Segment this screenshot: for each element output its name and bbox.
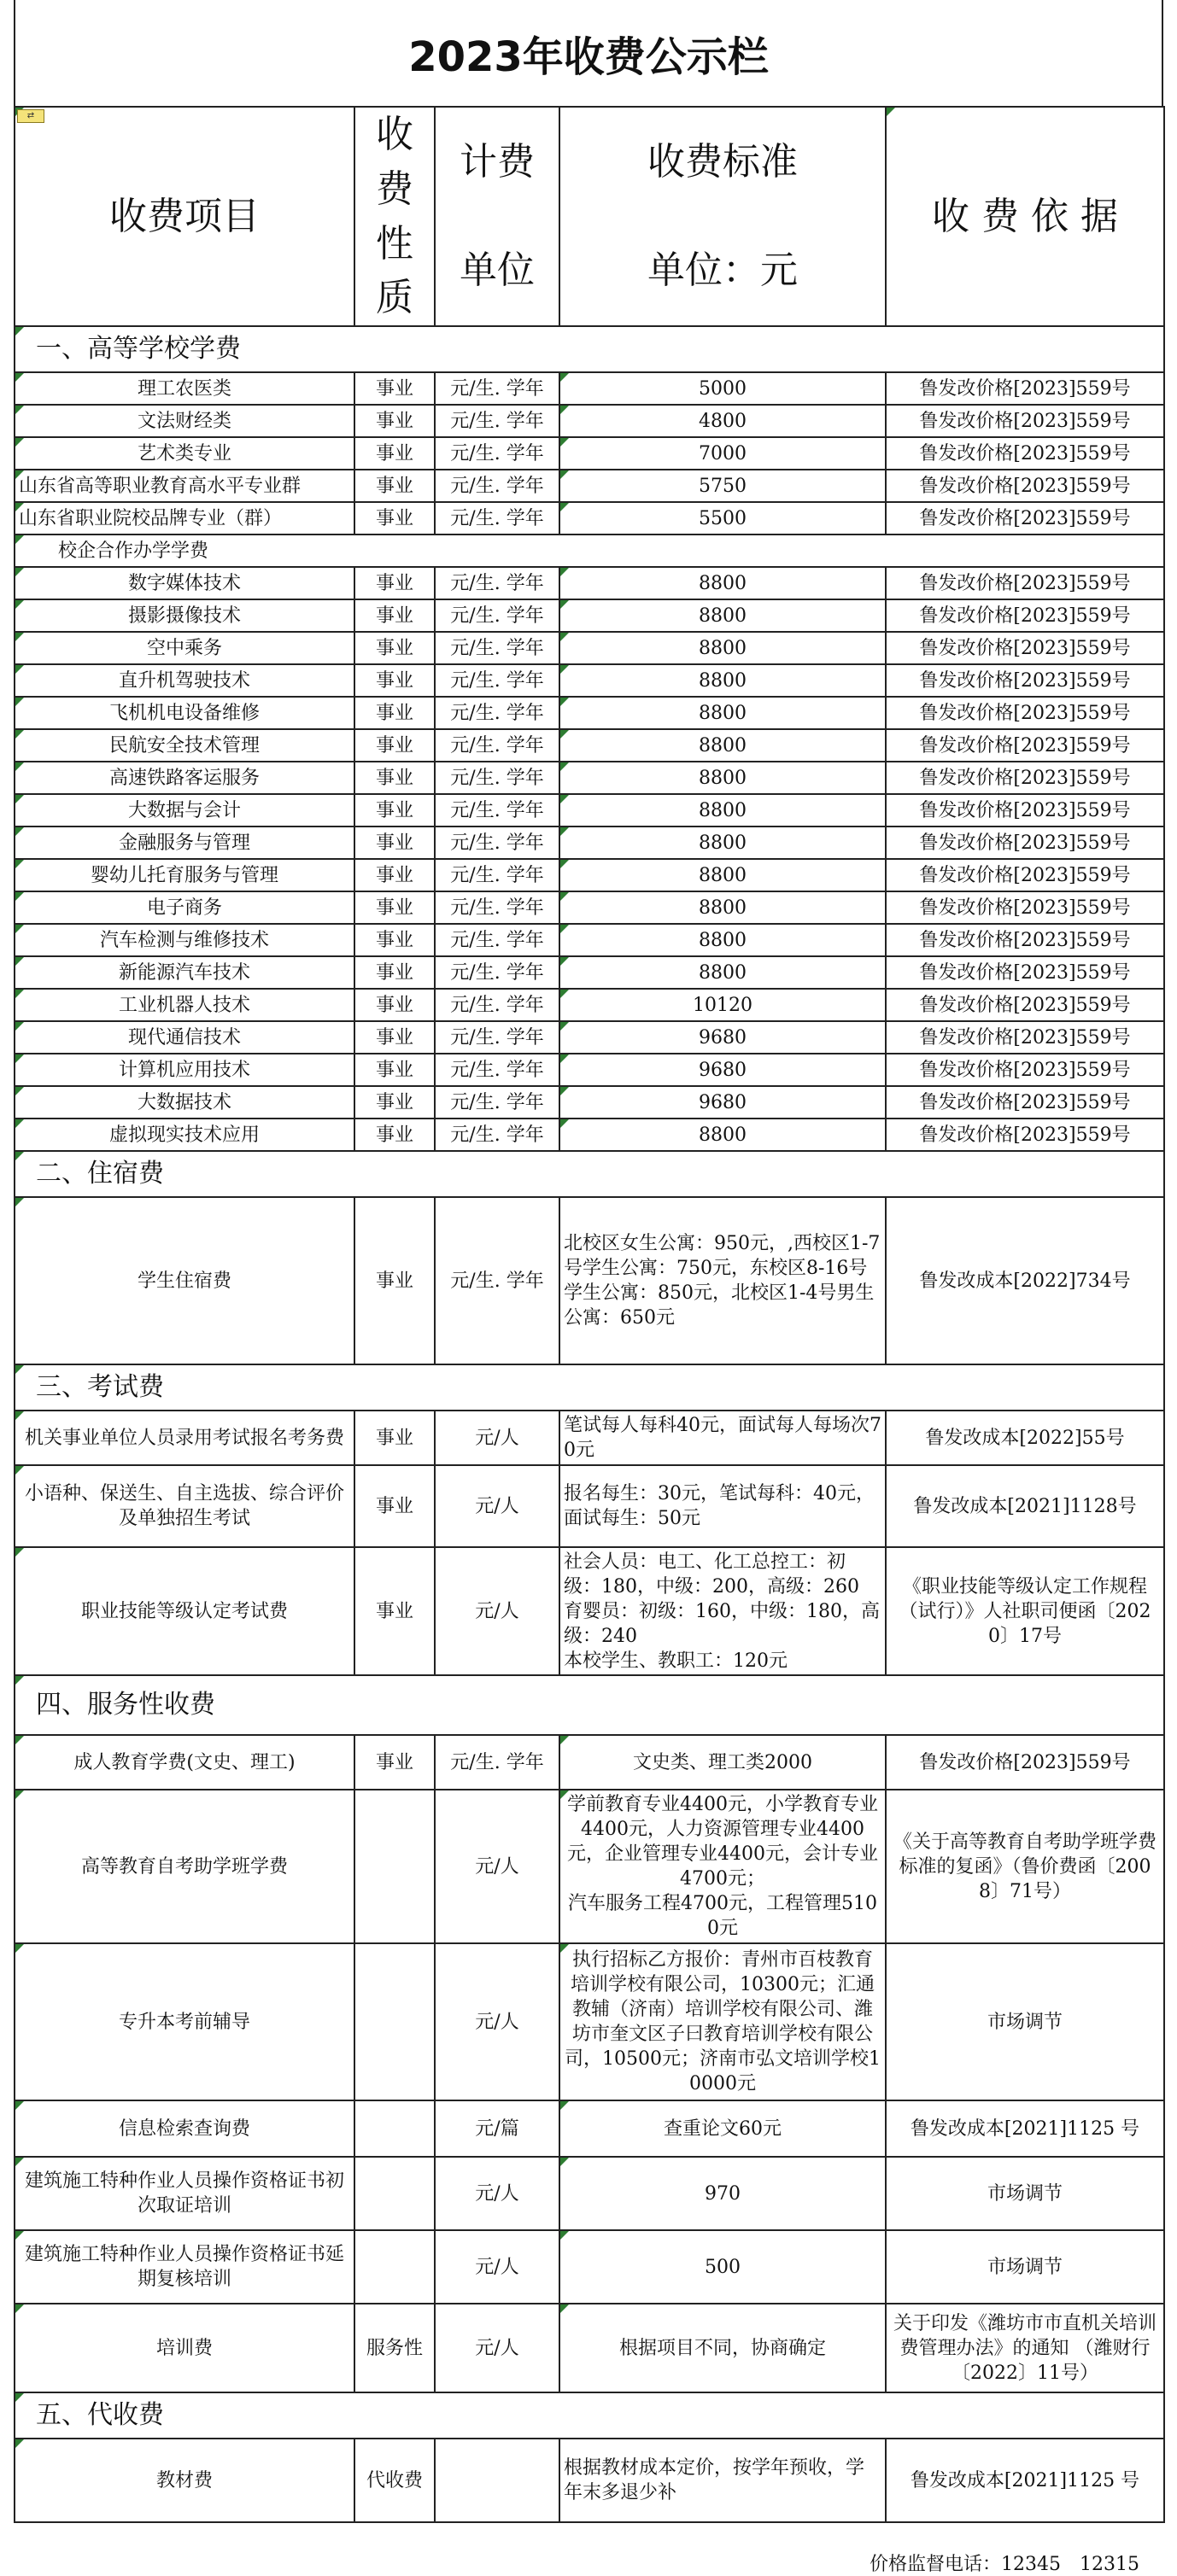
cell-nature: 事业 [354,924,435,956]
cell-standard: 文史类、理工类2000 [559,1735,886,1790]
cell-basis: 鲁发改价格[2023]559号 [886,1735,1164,1790]
cell-standard: 查重论文60元 [559,2100,886,2157]
cell-standard: 根据教材成本定价，按学年预收，学年末多退少补 [559,2439,886,2522]
table-row [15,794,1164,827]
cell-standard: 8800 [559,859,886,891]
cell-nature: 事业 [354,632,435,664]
table-row [15,697,1164,729]
cell-basis: 鲁发改价格[2023]559号 [886,891,1164,924]
cell-unit: 元/生. 学年 [435,372,559,405]
cell-unit: 元/生. 学年 [435,405,559,437]
table-row [15,891,1164,924]
cell-basis: 鲁发改价格[2023]559号 [886,1021,1164,1054]
cell-basis: 鲁发改价格[2023]559号 [886,1086,1164,1119]
cell-basis: 鲁发改价格[2023]559号 [886,762,1164,794]
section-title: 三、考试费 [15,1364,1164,1411]
table-row [15,1465,1164,1547]
cell-unit: 元/生. 学年 [435,697,559,729]
cell-standard: 笔试每人每科40元，面试每人每场次70元 [559,1411,886,1465]
cell-nature: 事业 [354,1086,435,1119]
section-title: 二、住宿费 [15,1151,1164,1197]
cell-standard: 8800 [559,891,886,924]
cell-nature: 事业 [354,470,435,502]
table-row [15,2304,1164,2392]
cell-basis: 鲁发改价格[2023]559号 [886,437,1164,470]
table-row [15,1054,1164,1086]
table-row [15,1021,1164,1054]
cell-unit: 元/生. 学年 [435,1735,559,1790]
cell-standard: 9680 [559,1021,886,1054]
cell-standard: 4800 [559,405,886,437]
section-row [15,326,1164,372]
cell-item: 小语种、保送生、自主选拔、综合评价及单独招生考试 [15,1465,354,1547]
cell-basis: 市场调节 [886,2230,1164,2304]
cell-nature: 事业 [354,859,435,891]
cell-standard: 5750 [559,470,886,502]
cell-standard: 8800 [559,1119,886,1151]
cell-nature: 事业 [354,1465,435,1547]
cell-nature: 事业 [354,1547,435,1675]
cell-item: 成人教育学费(文史、理工) [15,1735,354,1790]
cell-item: 机关事业单位人员录用考试报名考务费 [15,1411,354,1465]
table-row [15,567,1164,599]
section-row [15,2392,1164,2439]
cell-standard: 8800 [559,664,886,697]
table-row [15,1086,1164,1119]
cell-unit: 元/生. 学年 [435,794,559,827]
table-row [15,956,1164,989]
cell-basis: 鲁发改价格[2023]559号 [886,599,1164,632]
cell-unit: 元/生. 学年 [435,437,559,470]
header-nature: 收 费 性 质 [354,107,435,326]
cell-unit: 元/生. 学年 [435,956,559,989]
cell-basis: 市场调节 [886,1943,1164,2100]
cell-basis: 鲁发改成本[2021]1128号 [886,1465,1164,1547]
header-standard: 收费标准 单位：元 [559,107,886,326]
cell-nature: 事业 [354,1119,435,1151]
cell-item: 电子商务 [15,891,354,924]
table-row [15,1790,1164,1943]
table-row [15,1411,1164,1465]
cell-unit: 元/生. 学年 [435,599,559,632]
table-row [15,2100,1164,2157]
header-unit: 计费 单位 [435,107,559,326]
cell-nature: 事业 [354,794,435,827]
table-row [15,729,1164,762]
cell-item: 建筑施工特种作业人员操作资格证书初次取证培训 [15,2157,354,2230]
cell-basis: 鲁发改价格[2023]559号 [886,664,1164,697]
cell-item: 飞机机电设备维修 [15,697,354,729]
cell-unit: 元/生. 学年 [435,470,559,502]
table-row [15,2230,1164,2304]
table-row [15,859,1164,891]
cell-item: 金融服务与管理 [15,827,354,859]
cell-nature: 事业 [354,891,435,924]
cell-item: 汽车检测与维修技术 [15,924,354,956]
cell-item: 文法财经类 [15,405,354,437]
cell-unit: 元/生. 学年 [435,1086,559,1119]
cell-unit: 元/人 [435,1411,559,1465]
cell-unit: 元/生. 学年 [435,664,559,697]
cell-standard: 北校区女生公寓：950元，,西校区1-7号学生公寓：750元，东校区8-16号学生公寓：850元，北校区1-4号男生公寓：650元 [559,1197,886,1364]
table-row [15,632,1164,664]
cell-standard: 社会人员：电工、化工总控工：初级：180，中级：200，高级：260 育婴员：初级：160，中级：180，高级：240 本校学生、教职工：120元 [559,1547,886,1675]
cell-basis: 鲁发改价格[2023]559号 [886,924,1164,956]
cell-basis: 鲁发改价格[2023]559号 [886,1054,1164,1086]
cell-item: 虚拟现实技术应用 [15,1119,354,1151]
section-title: 五、代收费 [15,2392,1164,2439]
cell-standard: 5000 [559,372,886,405]
cell-unit: 元/人 [435,1943,559,2100]
cell-unit: 元/生. 学年 [435,1197,559,1364]
cell-unit: 元/生. 学年 [435,924,559,956]
cell-nature: 事业 [354,372,435,405]
cell-standard: 9680 [559,1054,886,1086]
cell-item: 现代通信技术 [15,1021,354,1054]
cell-unit: 元/篇 [435,2100,559,2157]
cell-unit: 元/人 [435,2304,559,2392]
cell-nature: 事业 [354,956,435,989]
cell-nature: 事业 [354,437,435,470]
table-row [15,827,1164,859]
cell-nature: 事业 [354,599,435,632]
cell-unit: 元/人 [435,1790,559,1943]
cell-nature: 事业 [354,567,435,599]
cell-unit: 元/生. 学年 [435,827,559,859]
cell-basis: 鲁发改成本[2021]1125 号 [886,2439,1164,2522]
table-row [15,1119,1164,1151]
cell-item: 计算机应用技术 [15,1054,354,1086]
cell-nature [354,1790,435,1943]
fee-notice-sheet [14,0,1163,2575]
table-row [15,1943,1164,2100]
cell-item: 高速铁路客运服务 [15,762,354,794]
table-row [15,599,1164,632]
cell-basis: 鲁发改价格[2023]559号 [886,697,1164,729]
cell-standard: 5500 [559,502,886,534]
cell-item: 大数据技术 [15,1086,354,1119]
cell-basis: 鲁发改价格[2023]559号 [886,372,1164,405]
table-row [15,1197,1164,1364]
cell-nature: 事业 [354,1197,435,1364]
cell-unit: 元/人 [435,2157,559,2230]
cell-nature: 服务性 [354,2304,435,2392]
cell-standard: 学前教育专业4400元，小学教育专业4400元，人力资源管理专业4400元，企业管理专业4400元，会计专业4700元； 汽车服务工程4700元，工程管理5100元 [559,1790,886,1943]
cell-nature: 事业 [354,1054,435,1086]
cell-nature: 事业 [354,1411,435,1465]
cell-unit: 元/生. 学年 [435,729,559,762]
header-basis: 收 费 依 据 [886,107,1164,326]
cell-unit: 元/生. 学年 [435,502,559,534]
cell-unit: 元/生. 学年 [435,859,559,891]
cell-basis: 鲁发改价格[2023]559号 [886,470,1164,502]
cell-standard: 8800 [559,794,886,827]
header-item: ⇄ 收费项目 [15,107,354,326]
cell-basis: 鲁发改成本[2022]55号 [886,1411,1164,1465]
cell-unit: 元/人 [435,1547,559,1675]
cell-nature: 事业 [354,762,435,794]
cell-basis: 鲁发改价格[2023]559号 [886,827,1164,859]
cell-unit: 元/生. 学年 [435,567,559,599]
cell-item: 信息检索查询费 [15,2100,354,2157]
cell-standard: 8800 [559,924,886,956]
section-title: 校企合作办学学费 [15,534,1164,567]
cell-unit: 元/人 [435,2230,559,2304]
cell-nature [354,2157,435,2230]
cell-nature [354,2100,435,2157]
cell-standard: 8800 [559,697,886,729]
fee-table [14,106,1165,2523]
cell-basis: 市场调节 [886,2157,1164,2230]
cell-standard: 8800 [559,567,886,599]
cell-nature: 事业 [354,1021,435,1054]
cell-basis: 鲁发改价格[2023]559号 [886,502,1164,534]
cell-nature: 事业 [354,502,435,534]
table-row [15,502,1164,534]
cell-item: 摄影摄像技术 [15,599,354,632]
table-row [15,405,1164,437]
cell-standard: 9680 [559,1086,886,1119]
cell-unit: 元/生. 学年 [435,891,559,924]
cell-item: 大数据与会计 [15,794,354,827]
page-title: 2023年收费公示栏 [14,0,1163,106]
section-row [15,1364,1164,1411]
cell-nature: 事业 [354,664,435,697]
table-row [15,989,1164,1021]
cell-unit: 元/生. 学年 [435,632,559,664]
table-row [15,372,1164,405]
cell-nature: 事业 [354,729,435,762]
cell-item: 山东省职业院校品牌专业（群） [15,502,354,534]
cell-item: 新能源汽车技术 [15,956,354,989]
cell-item: 理工农医类 [15,372,354,405]
cell-nature: 事业 [354,405,435,437]
cell-standard: 7000 [559,437,886,470]
section-row [15,1151,1164,1197]
table-row [15,1547,1164,1675]
cell-unit: 元/生. 学年 [435,762,559,794]
cell-nature [354,1943,435,2100]
table-row [15,2439,1164,2522]
table-row [15,437,1164,470]
cell-basis: 《关于高等教育自考助学班学费标准的复函》（鲁价费函〔2008〕71号） [886,1790,1164,1943]
cell-item: 艺术类专业 [15,437,354,470]
cell-nature: 事业 [354,827,435,859]
cell-standard: 8800 [559,729,886,762]
cell-basis: 鲁发改价格[2023]559号 [886,794,1164,827]
cell-unit: 元/人 [435,1465,559,1547]
cell-standard: 970 [559,2157,886,2230]
cell-standard: 执行招标乙方报价：青州市百枝教育培训学校有限公司，10300元；汇通教辅（济南）培训学校有限公司、潍坊市奎文区子曰教育培训学校有限公司，10500元；济南市弘文培训学校10000元 [559,1943,886,2100]
cell-standard: 8800 [559,827,886,859]
cell-standard: 8800 [559,599,886,632]
cell-item: 职业技能等级认定考试费 [15,1547,354,1675]
section-title: 一、高等学校学费 [15,326,1164,372]
cell-unit: 元/生. 学年 [435,1054,559,1086]
cell-item: 山东省高等职业教育高水平专业群 [15,470,354,502]
cell-basis: 关于印发《潍坊市市直机关培训费管理办法》的通知 （潍财行〔2022〕11号） [886,2304,1164,2392]
table-row [15,470,1164,502]
cell-item: 民航安全技术管理 [15,729,354,762]
cell-basis: 鲁发改价格[2023]559号 [886,729,1164,762]
cell-basis: 鲁发改成本[2021]1125 号 [886,2100,1164,2157]
cell-standard: 8800 [559,762,886,794]
price-hotline: 价格监督电话：12345 12315 [870,2554,1139,2575]
cell-item: 培训费 [15,2304,354,2392]
header-row [15,107,1164,326]
section-row [15,1675,1164,1735]
cell-basis: 鲁发改价格[2023]559号 [886,956,1164,989]
section-title: 四、服务性收费 [15,1675,1164,1735]
cell-unit: 元/生. 学年 [435,1021,559,1054]
cell-standard: 8800 [559,956,886,989]
cell-nature: 事业 [354,1735,435,1790]
cell-basis: 鲁发改成本[2022]734号 [886,1197,1164,1364]
cell-item: 直升机驾驶技术 [15,664,354,697]
cell-item: 婴幼儿托育服务与管理 [15,859,354,891]
section-row [15,534,1164,567]
cell-basis: 鲁发改价格[2023]559号 [886,989,1164,1021]
cell-basis: 鲁发改价格[2023]559号 [886,859,1164,891]
cell-basis: 鲁发改价格[2023]559号 [886,405,1164,437]
cell-basis: 鲁发改价格[2023]559号 [886,632,1164,664]
sheet-corner-icon: ⇄ [17,109,44,123]
cell-item: 建筑施工特种作业人员操作资格证书延期复核培训 [15,2230,354,2304]
cell-standard: 报名每生：30元，笔试每科：40元，面试每生：50元 [559,1465,886,1547]
cell-unit [435,2439,559,2522]
cell-item: 空中乘务 [15,632,354,664]
cell-standard: 10120 [559,989,886,1021]
cell-item: 学生住宿费 [15,1197,354,1364]
cell-unit: 元/生. 学年 [435,1119,559,1151]
cell-standard: 8800 [559,632,886,664]
cell-nature: 事业 [354,697,435,729]
cell-nature: 代收费 [354,2439,435,2522]
cell-nature [354,2230,435,2304]
table-row [15,664,1164,697]
cell-basis: 《职业技能等级认定工作规程（试行）》人社职司便函〔2020〕17号 [886,1547,1164,1675]
table-row [15,2157,1164,2230]
table-row [15,762,1164,794]
cell-standard: 500 [559,2230,886,2304]
cell-unit: 元/生. 学年 [435,989,559,1021]
table-row [15,924,1164,956]
cell-standard: 根据项目不同，协商确定 [559,2304,886,2392]
cell-item: 教材费 [15,2439,354,2522]
table-row [15,1735,1164,1790]
cell-item: 数字媒体技术 [15,567,354,599]
cell-basis: 鲁发改价格[2023]559号 [886,1119,1164,1151]
cell-nature: 事业 [354,989,435,1021]
cell-item: 高等教育自考助学班学费 [15,1790,354,1943]
cell-item: 专升本考前辅导 [15,1943,354,2100]
cell-basis: 鲁发改价格[2023]559号 [886,567,1164,599]
cell-item: 工业机器人技术 [15,989,354,1021]
